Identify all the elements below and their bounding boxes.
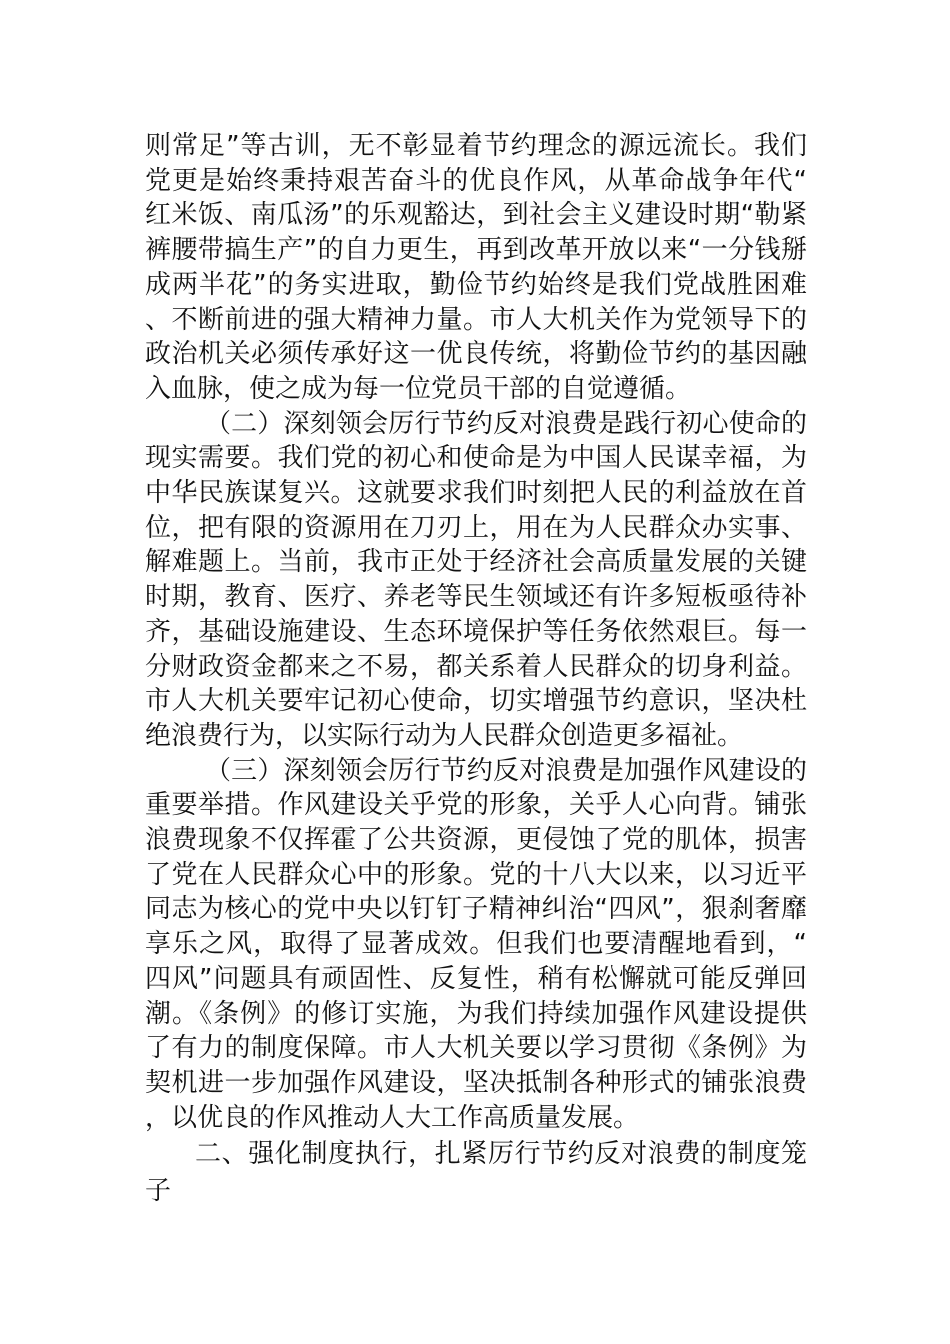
paragraph-continuation: 则常足”等古训，无不彰显着节约理念的源远流长。我们党更是始终秉持艰苦奋斗的优良作风，从革命战争年代“红米饭、南瓜汤”的乐观豁达，到社会主义建设时期“勒紧裤腰带搞生产”的自力更生，再到改革开放以来“一分钱掰成两半花”的务实进取，勤俭节约始终是我们党战胜困难、不断前进的强大精神力量。市人大机关作为党领导下的政治机关必须传承好这一优良传统，将勤俭节约的基因融入血脉，使之成为每一位党员干部的自觉遵循。	[145, 131, 807, 404]
paragraph-section-3: （三）深刻领会厉行节约反对浪费是加强作风建设的重要举措。作风建设关乎党的形象，关乎人心向背。铺张浪费现象不仅挥霍了公共资源，更侵蚀了党的肌体，损害了党在人民群众心中的形象。党的十八大以来，以习近平同志为核心的党中央以钉钉子精神纠治“四风”，狠刹奢靡享乐之风，取得了显著成效。但我们也要清醒地看到，“四风”问题具有顽固性、反复性，稍有松懈就可能反弹回潮。《条例》的修订实施，为我们持续加强作风建设提供了有力的制度保障。市人大机关要以学习贯彻《条例》为契机进一步加强作风建设，坚决抵制各种形式的铺张浪费，以优良的作风推动人大工作高质量发展。	[145, 755, 807, 1133]
section-heading: 二、强化制度执行，扎紧厉行节约反对浪费的制度笼子	[145, 1139, 807, 1207]
paragraph-section-2: （二）深刻领会厉行节约反对浪费是践行初心使命的现实需要。我们党的初心和使命是为中国人民谋幸福，为中华民族谋复兴。这就要求我们时刻把人民的利益放在首位，把有限的资源用在刀刃上，用在为人民群众办实事、解难题上。当前，我市正处于经济社会高质量发展的关键时期，教育、医疗、养老等民生领域还有许多短板亟待补齐，基础设施建设、生态环境保护等任务依然艰巨。每一分财政资金都来之不易，都关系着人民群众的切身利益。市人大机关要牢记初心使命，切实增强节约意识，坚决杜绝浪费行为，以实际行动为人民群众创造更多福祉。	[145, 408, 807, 751]
document-page	[145, 129, 807, 1210]
